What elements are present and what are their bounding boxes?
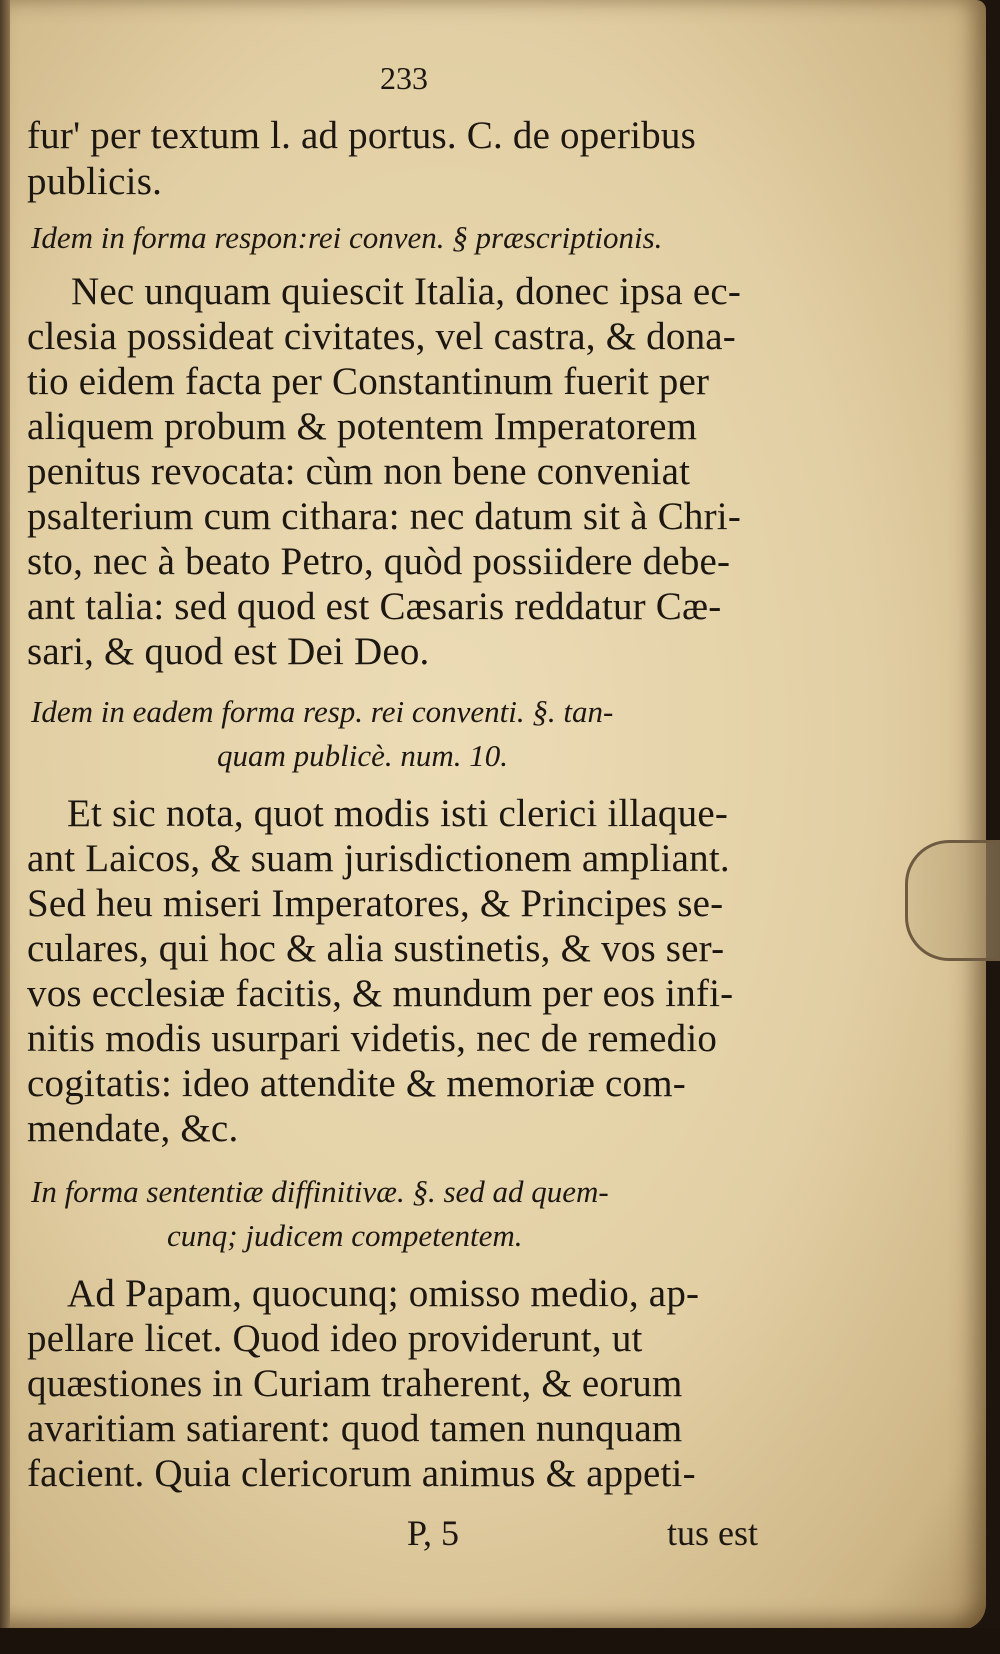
- text-line: sto, nec à beato Petro, quòd possiidere debe-: [27, 540, 731, 583]
- section-heading: quam publicè. num. 10.: [217, 738, 509, 773]
- text-line: penitus revocata: cùm non bene conveniat: [27, 450, 691, 493]
- text-line: psalterium cum cithara: nec datum sit à Chri-: [27, 495, 742, 538]
- text-line: aliquem probum & potentem Imperatorem: [27, 405, 698, 448]
- text-line: pellare licet. Quod ideo providerunt, ut: [27, 1317, 643, 1360]
- text-line: quæstiones in Curiam traherent, & eorum: [27, 1362, 683, 1405]
- page-number: 233: [380, 60, 428, 96]
- section-heading: Idem in forma respon:rei conven. § præscriptionis.: [31, 220, 663, 255]
- section-heading: Idem in eadem forma resp. rei conventi. §. tan-: [31, 694, 614, 729]
- text-line: vos ecclesiæ facitis, & mundum per eos infi-: [27, 972, 734, 1015]
- text-line: ant talia: sed quod est Cæsaris reddatur Cæ-: [27, 585, 722, 628]
- text-line: Nec unquam quiescit Italia, donec ipsa ec-: [71, 270, 742, 313]
- book-edge: [0, 1628, 1000, 1654]
- text-line: fur' per textum l. ad portus. C. de operibus: [27, 114, 696, 157]
- text-line: sari, & quod est Dei Deo.: [27, 630, 430, 673]
- text-line: mendate, &c.: [27, 1107, 239, 1150]
- text-line: cogitatis: ideo attendite & memoriæ com-: [27, 1062, 686, 1105]
- text-line: Ad Papam, quocunq; omisso medio, ap-: [67, 1272, 700, 1315]
- signature-mark: P, 5: [407, 1513, 460, 1553]
- catchword: tus est: [667, 1513, 759, 1553]
- text-line: Et sic nota, quot modis isti clerici illaque-: [67, 792, 729, 835]
- text-line: publicis.: [27, 160, 163, 203]
- text-line: avaritiam satiarent: quod tamen nunquam: [27, 1407, 683, 1450]
- text-line: ant Laicos, & suam jurisdictionem ampliant.: [27, 837, 730, 880]
- text-line: nitis modis usurpari videtis, nec de remedio: [27, 1017, 718, 1060]
- page-clip: [905, 840, 1000, 961]
- text-line: Sed heu miseri Imperatores, & Principes se-: [27, 882, 724, 925]
- text-line: tio eidem facta per Constantinum fuerit per: [27, 360, 710, 403]
- text-line: clesia possideat civitates, vel castra, & dona-: [27, 315, 736, 358]
- section-heading: cunq; judicem competentem.: [167, 1218, 523, 1253]
- text-line: facient. Quia clericorum animus & appeti-: [27, 1452, 696, 1495]
- section-heading: In forma sententiæ diffinitivæ. §. sed ad quem-: [31, 1174, 609, 1209]
- text-line: culares, qui hoc & alia sustinetis, & vos ser-: [27, 927, 725, 970]
- page-gutter-shadow: [0, 0, 10, 1630]
